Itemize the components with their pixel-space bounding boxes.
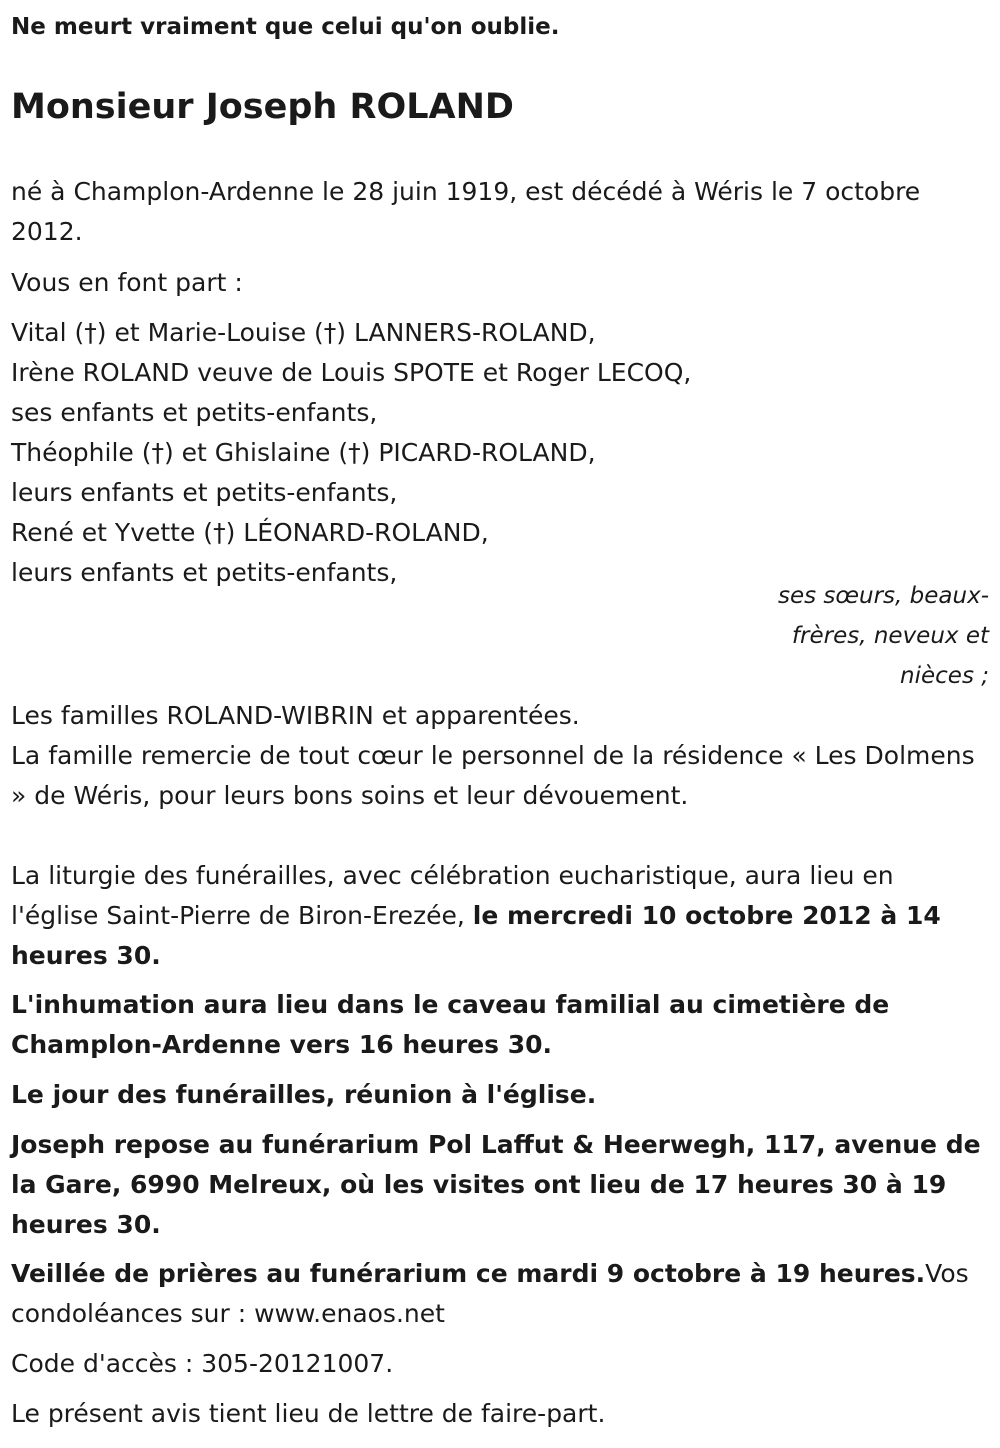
liturgy-datetime: le mercredi 10 octobre 2012 à 14 heures 30. [11, 901, 941, 970]
siblings-note: ses sœurs, beaux-frères, neveux et nièces ; [777, 583, 989, 689]
epigraph: Ne meurt vraiment que celui qu'on oublie. [11, 14, 560, 40]
liturgy-text: La liturgie des funérailles, avec célébration eucharistique, aura lieu en l'église Saint-Pierre de Biron-Erezée, [11, 861, 894, 930]
family-line: ses enfants et petits-enfants, [11, 398, 378, 427]
funeral-home-paragraph: Joseph repose au funérarium Pol Laffut & Heerwegh, 117, avenue de la Gare, 6990 Melreux, où les visites ont lieu de 17 heures 30 à 19 heures 30. [11, 1130, 981, 1239]
family-line: Irène ROLAND veuve de Louis SPOTE et Roger LECOQ, [11, 358, 692, 387]
family-line: Théophile (†) et Ghislaine (†) PICARD-ROLAND, [11, 438, 596, 467]
family-line: Vital (†) et Marie-Louise (†) LANNERS-ROLAND, [11, 318, 596, 347]
family-line: leurs enfants et petits-enfants, [11, 558, 398, 587]
birth-death-paragraph: né à Champlon-Ardenne le 28 juin 1919, est décédé à Wéris le 7 octobre 2012. [11, 177, 921, 246]
families-line: Les familles ROLAND-WIBRIN et apparentées. [11, 701, 580, 730]
family-line: leurs enfants et petits-enfants, [11, 478, 398, 507]
family-list [11, 313, 981, 593]
thanks-paragraph: La famille remercie de tout cœur le personnel de la résidence « Les Dolmens » de Wéris, pour leurs bons soins et leur dévouement. [11, 741, 975, 810]
closing-line: Le présent avis tient lieu de lettre de faire-part. [11, 1399, 606, 1428]
meeting-line: Le jour des funérailles, réunion à l'église. [11, 1080, 597, 1109]
burial-paragraph: L'inhumation aura lieu dans le caveau familial au cimetière de Champlon-Ardenne vers 16 heures 30. [11, 990, 890, 1059]
family-line: René et Yvette (†) LÉONARD-ROLAND, [11, 518, 489, 547]
condolences-text: Vos condoléances sur : www.enaos.net [11, 1259, 969, 1328]
liturgy-paragraph [11, 856, 981, 976]
vigil-text: Veillée de prières au funérarium ce mardi 9 octobre à 19 heures. [11, 1259, 926, 1288]
access-code-line: Code d'accès : 305-20121007. [11, 1349, 394, 1378]
page-title: Monsieur Joseph ROLAND [11, 87, 514, 127]
announce-line: Vous en font part : [11, 268, 243, 297]
vigil-paragraph [11, 1254, 981, 1334]
